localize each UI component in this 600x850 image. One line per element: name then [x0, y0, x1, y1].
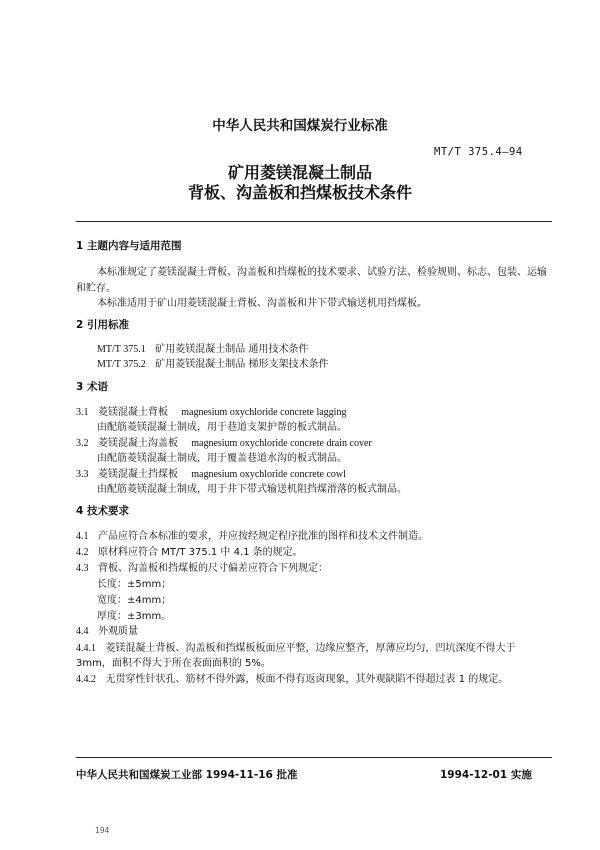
section-3-heading: 3 术语: [76, 381, 108, 393]
header-divider: [76, 221, 552, 222]
term-3-1-english: magnesium oxychloride concrete lagging: [181, 407, 347, 418]
clause-4-1-text: 产品应符合本标准的要求，并应按经规定程序批准的图样和技术文件制造。: [98, 531, 429, 542]
section-4-heading: 4 技术要求: [76, 505, 129, 517]
section-2-heading: 2 引用标准: [76, 319, 129, 331]
reference-1: [97, 340, 308, 355]
clause-4-3-text: 背板、沟盖板和挡煤板的尺寸偏差应符合下列规定：: [98, 563, 329, 574]
term-3-2-chinese: 菱镁混凝土沟盖板: [98, 438, 179, 449]
term-3-2-definition: 由配筋菱镁混凝土制成，用于覆盖巷道水沟的板式制品。: [97, 453, 347, 464]
term-3-1-number: 3.1: [76, 407, 89, 418]
page-number: 194: [95, 826, 110, 835]
length-tolerance: 长度：±5mm；: [97, 579, 172, 590]
reference-1-title: 矿用菱镁混凝土制品 通用技术条件: [155, 344, 309, 355]
term-3-3: [76, 465, 346, 480]
term-3-3-definition: 由配筋菱镁混凝土制成，用于井下带式输送机阻挡煤滑落的板式制品。: [97, 484, 407, 495]
term-3-2-number: 3.2: [76, 438, 89, 449]
section-1-paragraph-1-line1: 本标准规定了菱镁混凝土背板、沟盖板和挡煤板的技术要求、试验方法、检验规则、标志、包装、运输: [97, 267, 547, 278]
clause-4-4-2: [76, 670, 508, 685]
term-3-2-english: magnesium oxychloride concrete drain cover: [191, 438, 372, 449]
thickness-tolerance: 厚度：±3mm。: [97, 611, 172, 622]
term-3-3-english: magnesium oxychloride concrete cowl: [191, 469, 346, 480]
width-tolerance: 宽度：±4mm；: [97, 595, 172, 606]
clause-4-4-1-line2: 3mm，面积不得大于所在表面面积的 5%。: [76, 658, 271, 669]
clause-4-4: [76, 622, 138, 637]
clause-4-2-number: 4.2: [76, 547, 89, 558]
term-3-1: [76, 403, 346, 418]
term-3-2: [76, 434, 372, 449]
reference-2-code: MT/T 375.2: [97, 359, 146, 370]
reference-1-code: MT/T 375.1: [97, 344, 146, 355]
section-1-paragraph-2: 本标准适用于矿山用菱镁混凝土背板、沟盖板和井下带式输送机用挡煤板。: [97, 298, 427, 309]
clause-4-4-1-number: 4.4.1: [76, 643, 96, 654]
reference-2-title: 矿用菱镁混凝土制品 梯形支架技术条件: [155, 359, 329, 370]
clause-4-4-2-number: 4.4.2: [76, 674, 96, 685]
standard-number: MT/T 375.4—94: [434, 146, 523, 158]
term-3-3-number: 3.3: [76, 469, 89, 480]
approval-line: 中华人民共和国煤炭工业部 1994-11-16 批准: [76, 769, 298, 781]
section-1-heading: 1 主题内容与适用范围: [76, 240, 182, 252]
footer-divider: [76, 757, 552, 758]
clause-4-4-1-text: 菱镁混凝土背板、沟盖板和挡煤板板面应平整，边缘应整齐，厚薄应均匀，凹坑深度不得大于: [105, 643, 516, 654]
term-3-3-chinese: 菱镁混凝土挡煤板: [98, 469, 179, 480]
term-3-1-definition: 由配筋菱镁混凝土制成，用于巷道支架护帮的板式制品。: [97, 422, 347, 433]
document-title-line2: 背板、沟盖板和挡煤板技术条件: [187, 183, 412, 202]
clause-4-2: [76, 543, 303, 558]
section-1-paragraph-1-line2: 和贮存。: [76, 283, 116, 294]
clause-4-1-number: 4.1: [76, 531, 89, 542]
reference-2: [97, 355, 328, 370]
clause-4-4-text: 外观质量: [98, 626, 139, 637]
clause-4-4-1-line1: [76, 639, 516, 654]
clause-4-2-text: 原材料应符合 MT/T 375.1 中 4.1 条的规定。: [98, 547, 303, 558]
issuing-organization: 中华人民共和国煤炭行业标准: [212, 118, 388, 134]
term-3-1-chinese: 菱镁混凝土背板: [98, 407, 169, 418]
implementation-date: 1994-12-01 实施: [440, 769, 532, 781]
clause-4-4-number: 4.4: [76, 626, 89, 637]
clause-4-3-number: 4.3: [76, 563, 89, 574]
document-title-line1: 矿用菱镁混凝土制品: [227, 163, 372, 182]
clause-4-1: [76, 527, 428, 542]
clause-4-3: [76, 559, 328, 574]
clause-4-4-2-text: 无贯穿性针状孔、筋材不得外露，板面不得有返卤现象，其外观缺陷不得超过表 1 的规定。: [105, 674, 509, 685]
